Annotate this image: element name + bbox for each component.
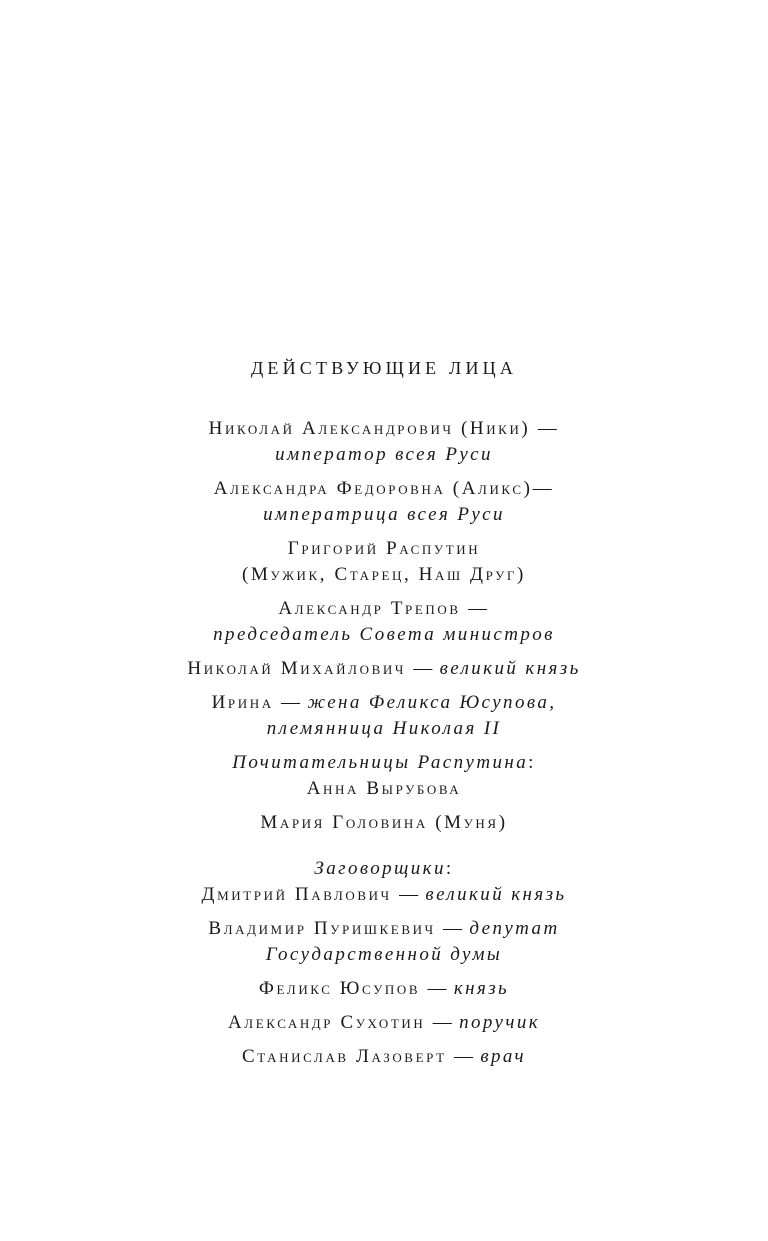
- cast-entry-golovina: [0, 810, 768, 836]
- character-role: депутат: [469, 918, 560, 939]
- character-name: Ирина —: [211, 692, 303, 713]
- character-role: великий князь: [425, 884, 567, 905]
- character-name: Александр Трепов —: [278, 598, 490, 619]
- character-name: Николай Михайлович —: [187, 658, 435, 679]
- character-name: Григорий Распутин: [287, 538, 481, 559]
- group-colon: :: [528, 752, 536, 773]
- character-aliases: (Мужик, Старец, Наш Друг): [242, 564, 526, 585]
- cast-entry-sukhotin: [0, 1010, 768, 1036]
- cast-entry-alexandra: [0, 476, 768, 528]
- character-name: Александр Сухотин —: [227, 1012, 455, 1033]
- character-role: великий князь: [439, 658, 581, 679]
- character-role: председатель Совета министров: [213, 624, 555, 645]
- cast-entry-conspirators: [0, 856, 768, 908]
- character-role: жена Феликса Юсупова,: [307, 692, 557, 713]
- character-name: Дмитрий Павлович —: [201, 884, 421, 905]
- character-name: Феликс Юсупов —: [258, 978, 450, 999]
- character-role-cont: племянница Николая II: [266, 718, 502, 739]
- cast-entry-nicholas: [0, 416, 768, 468]
- character-name: Николай Александрович (Ники) —: [208, 418, 560, 439]
- cast-entry-lazovert: [0, 1044, 768, 1070]
- character-name: Владимир Пуришкевич —: [208, 918, 465, 939]
- character-role: врач: [480, 1046, 527, 1067]
- cast-entry-trepov: [0, 596, 768, 648]
- character-name: Анна Вырубова: [306, 778, 462, 799]
- group-colon: :: [445, 858, 454, 879]
- cast-entry-rasputin: [0, 536, 768, 588]
- cast-entry-irina: [0, 690, 768, 742]
- group-heading: Заговорщики: [314, 858, 446, 879]
- cast-entry-purishkevich: [0, 916, 768, 968]
- character-name: Мария Головина (Муня): [260, 812, 508, 833]
- character-role-cont: Государственной думы: [265, 944, 503, 965]
- character-role: император всея Руси: [275, 444, 493, 465]
- character-role: князь: [453, 978, 510, 999]
- group-heading: Почитательницы Распутина: [232, 752, 529, 773]
- cast-entry-admirers: [0, 750, 768, 802]
- character-role: поручик: [459, 1012, 541, 1033]
- page-title: ДЕЙСТВУЮЩИЕ ЛИЦА: [250, 358, 518, 378]
- cast-entry-yusupov: [0, 976, 768, 1002]
- cast-list: [0, 416, 768, 1070]
- cast-entry-nikolai-mikhailovich: [0, 656, 768, 682]
- character-name: Александра Федоровна (Аликс)—: [213, 478, 555, 499]
- character-role: императрица всея Руси: [263, 504, 505, 525]
- character-name: Станислав Лазоверт —: [241, 1046, 476, 1067]
